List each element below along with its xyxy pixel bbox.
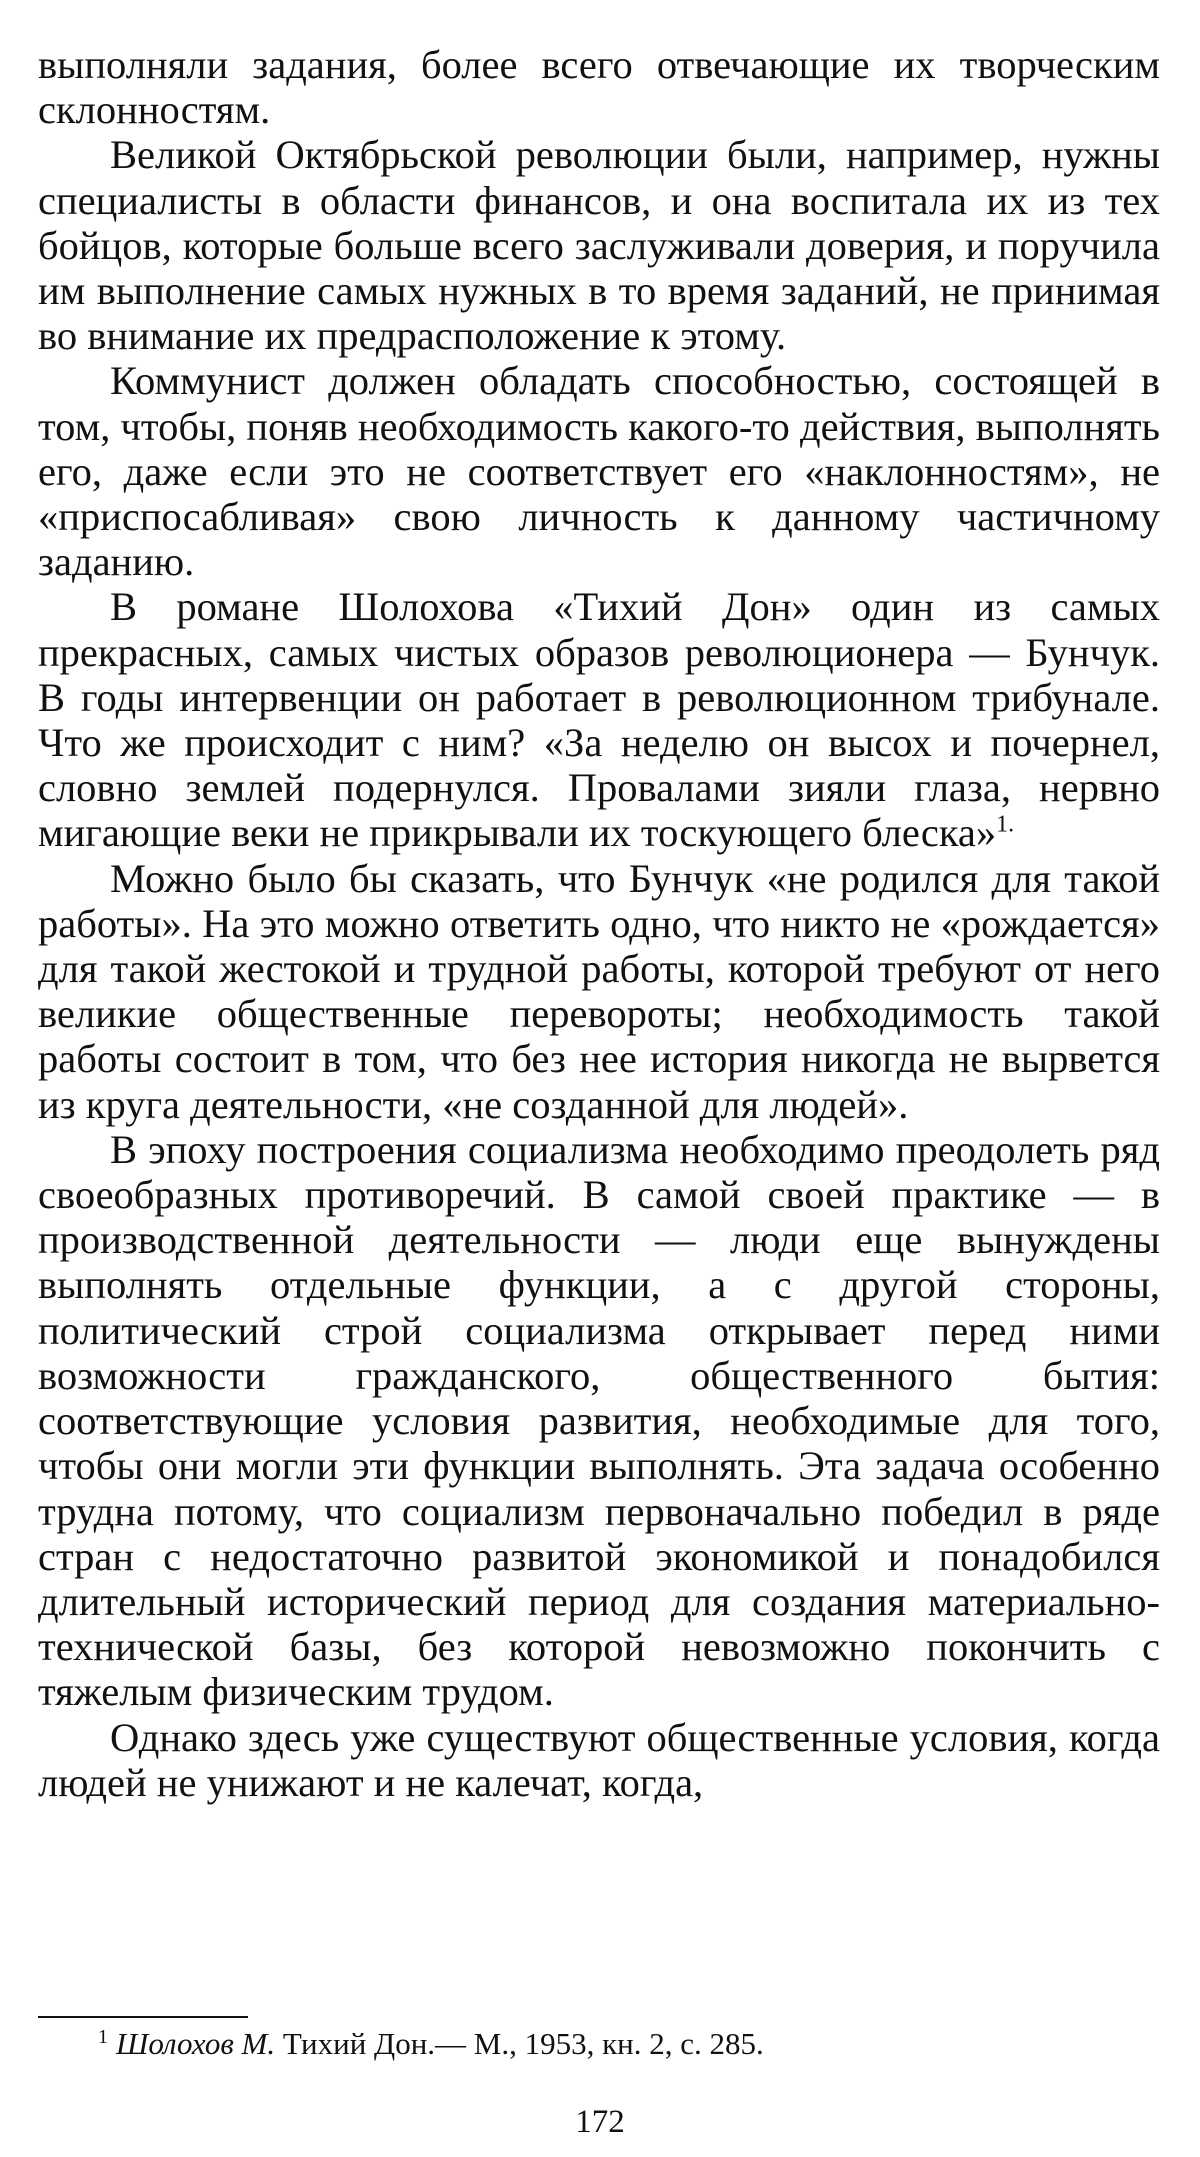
- paragraph-3: Коммунист должен обладать способностью, состоящей в том, чтобы, поняв необходимость какого-то действия, выполнять его, даже если это не соответствует его «наклонностям», не «приспосабливая» свою личность к данному частичному заданию.: [38, 358, 1160, 585]
- footnote-divider: [38, 2016, 248, 2018]
- paragraph-1: выполняли задания, более всего отвечающие их творческим склонностям.: [38, 42, 1160, 133]
- paragraph-5: Можно было бы сказать, что Бунчук «не родился для такой работы». На это можно ответить одно, что никто не «рождается» для такой жестокой и трудной работы, которой требуют от него великие общественные перевороты; необходимость такой работы состоит в том, что без нее история никогда не вырвется из круга деятельности, «не созданной для людей».: [38, 855, 1160, 1127]
- paragraph-4-text: В романе Шолохова «Тихий Дон» один из самых прекрасных, самых чистых образов революционера — Бунчук. В годы интервенции он работает в революционном трибунале. Что же происходит с ним? «За неделю он высох и почернел, словно землей подернулся. Провалами зияли глаза, нервно мигающие веки не прикрывали их тоскующего блеска»: [38, 584, 1160, 856]
- footnote-reference: 1.: [996, 811, 1015, 838]
- paragraph-4: [38, 584, 1160, 855]
- page-body: [38, 42, 1160, 1805]
- paragraph-6: В эпоху построения социализма необходимо преодолеть ряд своеобразных противоречий. В самой своей практике — в производственной деятельности — люди еще вынуждены выполнять отдельные функции, а с другой стороны, политический строй социализма открывает перед ними возможности гражданского, общественного бытия: соответствующие условия развития, необходимые для того, чтобы они могли эти функции выполнять. Эта задача особенно трудна потому, что социализм первоначально победил в ряде стран с недостаточно развитой экономикой и понадобился длительный исторический период для создания материально-технической базы, без которой невозможно покончить с тяжелым физическим трудом.: [38, 1126, 1160, 1715]
- page-number: 172: [575, 2104, 625, 2140]
- footnote-author: Шолохов М.: [116, 2026, 276, 2061]
- footnote-mark: 1: [98, 2025, 108, 2048]
- paragraph-2: Великой Октябрьской революции были, например, нужны специалисты в области финансов, и она воспитала их из тех бойцов, которые больше всего заслуживали доверия, и поручила им выполнение самых нужных в то время заданий, не принимая во внимание их предрасположение к этому.: [38, 132, 1160, 359]
- paragraph-7: Однако здесь уже существуют общественные условия, когда людей не унижают и не калечат, когда,: [38, 1714, 1160, 1805]
- footnote: [98, 2024, 764, 2064]
- footnote-text: Тихий Дон.— М., 1953, кн. 2, с. 285.: [282, 2026, 764, 2061]
